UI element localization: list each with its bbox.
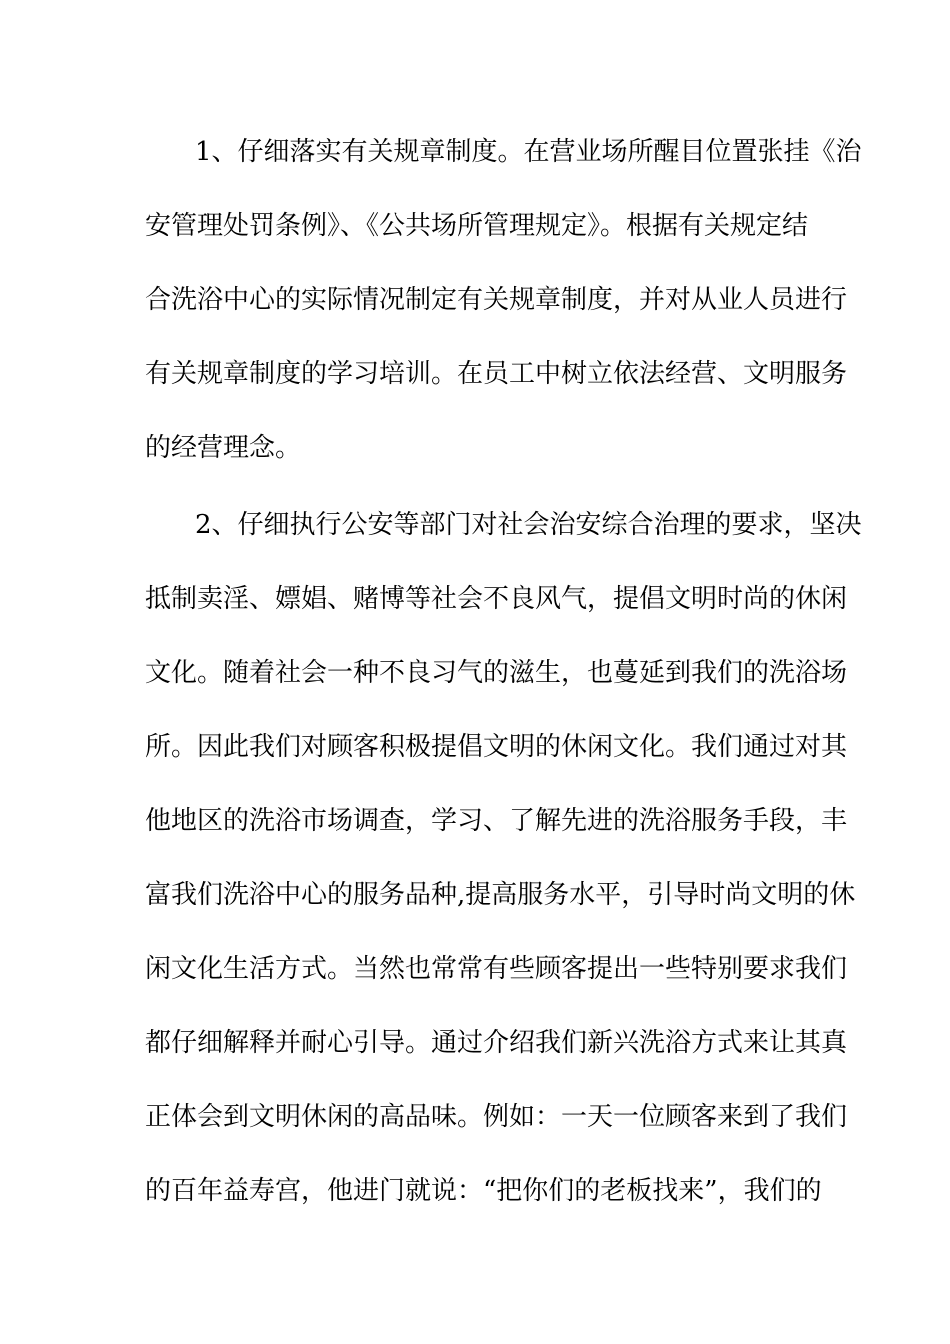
text-line: 抵制卖淫、嫖娼、赌博等社会不良风气，提倡文明时尚的休闲 bbox=[145, 584, 848, 614]
text-line: 安管理处罚条例》、《公共场所管理规定》。根据有关规定结 bbox=[145, 211, 809, 241]
text-line: 富我们洗浴中心的服务品种,提高服务水平，引导时尚文明的休 bbox=[145, 880, 856, 910]
text-line: 合洗浴中心的实际情况制定有关规章制度，并对从业人员进行 bbox=[145, 285, 848, 315]
text-line: 1、仔细落实有关规章制度。在营业场所醒目位置张挂《治 bbox=[195, 137, 862, 167]
text-line: 都仔细解释并耐心引导。通过介绍我们新兴洗浴方式来让其真 bbox=[145, 1028, 848, 1058]
text-line: 2、仔细执行公安等部门对社会治安综合治理的要求，坚决 bbox=[195, 510, 862, 540]
text-line: 有关规章制度的学习培训。在员工中树立依法经营、文明服务 bbox=[145, 359, 848, 389]
text-line: 的百年益寿宫，他进门就说：“把你们的老板找来”，我们的 bbox=[145, 1176, 822, 1206]
text-line: 的经营理念。 bbox=[145, 433, 302, 463]
text-line: 所。因此我们对顾客积极提倡文明的休闲文化。我们通过对其 bbox=[145, 732, 848, 762]
text-line: 文化。随着社会一种不良习气的滋生，也蔓延到我们的洗浴场 bbox=[145, 658, 848, 688]
text-line: 正体会到文明休闲的高品味。例如：一天一位顾客来到了我们 bbox=[145, 1102, 848, 1132]
text-line: 他地区的洗浴市场调查，学习、了解先进的洗浴服务手段，丰 bbox=[145, 806, 848, 836]
text-line: 闲文化生活方式。当然也常常有些顾客提出一些特别要求我们 bbox=[145, 954, 848, 984]
